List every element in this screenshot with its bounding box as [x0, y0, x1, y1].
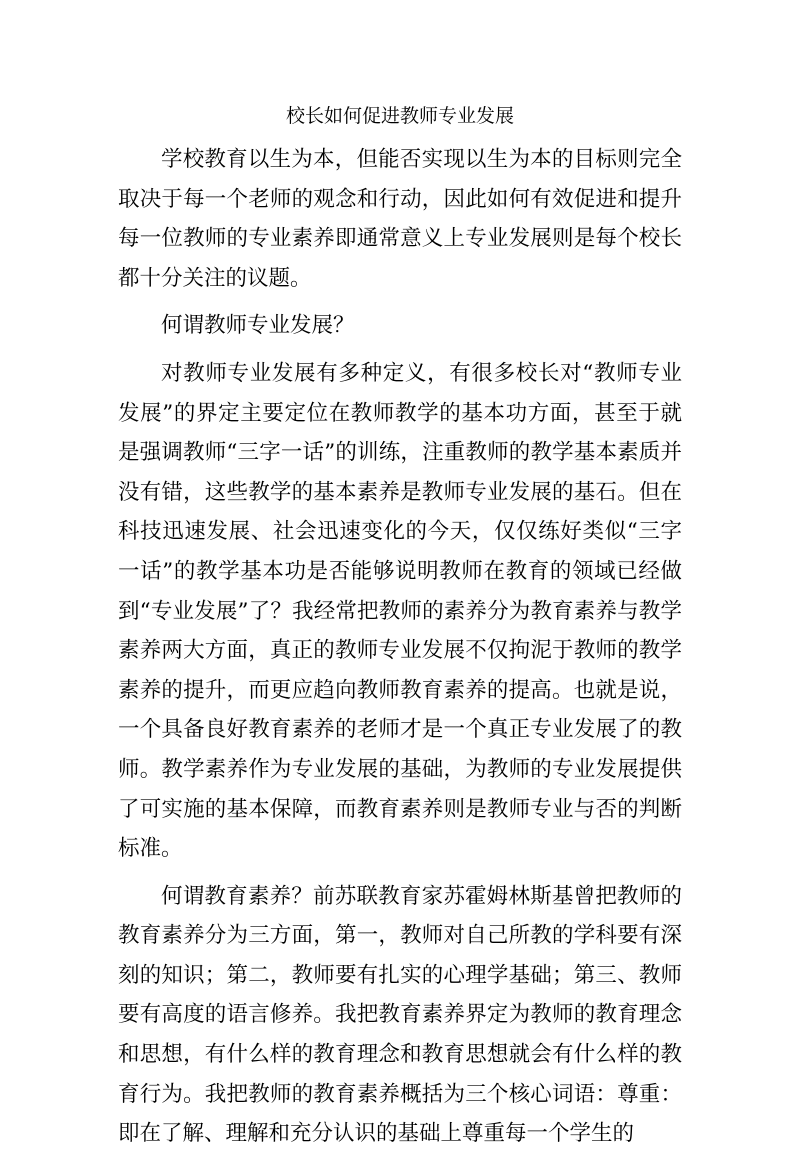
document-page	[118, 96, 682, 1154]
document-title: 校长如何促进教师专业发展	[285, 105, 514, 127]
paragraph-question-professional-development: 何谓教师专业发展？	[161, 313, 355, 339]
paragraph-intro: 学校教育以生为本，但能否实现以生为本的目标则完全取决于每一个老师的观念和行动，因此如何有效促进和提升每一位教师的专业素养即通常意义上专业发展则是每个校长都十分关注的议题。	[118, 147, 682, 291]
paragraph-educational-literacy: 何谓教育素养？前苏联教育家苏霍姆林斯基曾把教师的教育素养分为三方面，第一，教师对自己所教的学科要有深刻的知识；第二，教师要有扎实的心理学基础；第三、教师要有高度的语言修养。我把教育素养界定为教师的教育理念和思想，有什么样的教育理念和教育思想就会有什么样的教育行为。我把教师的教育素养概括为三个核心词语：尊重：即在了解、理解和充分认识的基础上尊重每一个学生的	[118, 883, 682, 1147]
paragraph-definition: 对教师专业发展有多种定义，有很多校长对“教师专业发展”的界定主要定位在教师教学的基本功方面，甚至于就是强调教师“三字一话”的训练，注重教师的教学基本素质并没有错，这些教学的基本素养是教师专业发展的基石。但在科技迅速发展、社会迅速变化的今天，仅仅练好类似“三字一话”的教学基本功是否能够说明教师在教育的领域已经做到“专业发展”了？我经常把教师的素养分为教育素养与教学素养两大方面，真正的教师专业发展不仅拘泥于教师的教学素养的提升，而更应趋向教师教育素养的提高。也就是说，一个具备良好教育素养的老师才是一个真正专业发展了的教师。教学素养作为专业发展的基础，为教师的专业发展提供了可实施的基本保障，而教育素养则是教师专业与否的判断标准。	[118, 360, 682, 862]
